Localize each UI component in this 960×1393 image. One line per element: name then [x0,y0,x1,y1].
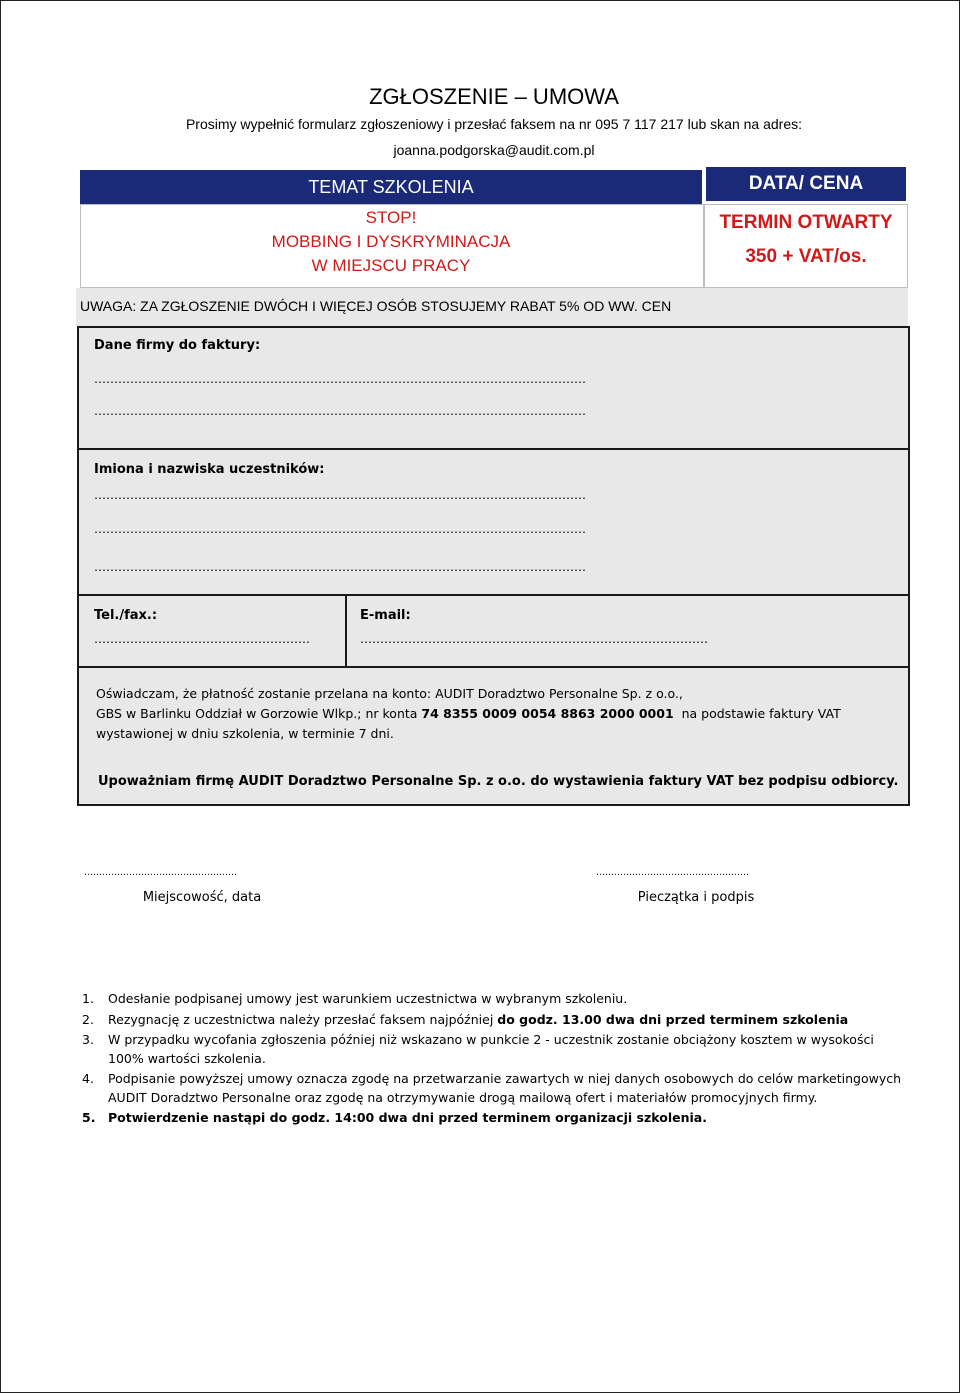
phone-field[interactable]: ……………………………………………… [94,632,310,646]
participants-field-3[interactable]: …………………………………………………………………………………………………………… [94,560,586,574]
term-item-1 [82,990,908,1009]
term-text: Podpisanie powyższej umowy oznacza zgodę na przetwarzanie zawartych w niej danych osobowych do celów marketingowych AUDIT Doradztwo Personalne oraz zgodę na otrzymywanie drogą mailową ofert i materiałów promocyjnych firmy. [108,1071,902,1105]
company-label: Dane firmy do faktury: [94,338,261,353]
email-field[interactable]: …………………………………………………………………………… [360,632,708,646]
divider [345,596,347,666]
payment-declaration [96,684,896,744]
place-date-label: Miejscowość, data [142,890,262,905]
course-term: TERMIN OTWARTY [719,212,893,233]
email-label: E-mail: [360,608,411,623]
course-title [80,206,702,278]
course-line-2: MOBBING I DYSKRYMINACJA [271,232,511,251]
course-line-1: STOP! [365,208,417,227]
stamp-sign-field[interactable]: …………………………………………… [596,868,749,878]
discount-notice: UWAGA: ZA ZGŁOSZENIE DWÓCH I WIĘCEJ OSÓB STOSUJEMY RABAT 5% OD WW. CEN [80,298,672,314]
participants-field-1[interactable]: …………………………………………………………………………………………………………… [94,488,586,502]
account-number: 74 8355 0009 0054 8863 2000 0001 [421,706,674,721]
term-item-2 [82,1011,908,1030]
participants-field-2[interactable]: …………………………………………………………………………………………………………… [94,522,586,536]
course-price: 350 + VAT/os. [745,246,867,267]
term-text: W przypadku wycofania zgłoszenia później niż wskazano w punkcie 2 - uczestnik zostanie obciążony kosztem w wysokości 100% wartości szkolenia. [108,1032,874,1066]
term-item-3 [82,1031,908,1068]
term-number: 3. [82,1032,94,1047]
term-item-4 [82,1070,908,1107]
contact-section [79,596,908,666]
term-number: 2. [82,1011,94,1027]
participants-label: Imiona i nazwiska uczestników: [94,462,325,477]
declaration-bank: GBS w Barlinku Oddział w Gorzowie Wlkp.; nr konta [96,706,422,721]
stamp-sign-label: Pieczątka i podpis [637,890,755,905]
term-item-5 [82,1109,908,1128]
declaration-line-2 [96,704,896,724]
declaration-invoice: na podstawie faktury VAT [673,706,841,721]
course-topic-header: TEMAT SZKOLENIA [80,170,702,204]
term-number: 5. [82,1110,96,1125]
contact-email: joanna.podgorska@audit.com.pl [393,142,595,158]
terms-list [82,990,908,1130]
term-text: Potwierdzenie nastąpi do godz. 14:00 dwa dni przed terminem organizacji szkolenia. [108,1110,707,1125]
declaration-line-3: wystawionej w dniu szkolenia, w terminie 7 dni. [96,726,394,741]
page-title: ZGŁOSZENIE – UMOWA [369,84,619,109]
term-number: 4. [82,1071,94,1086]
place-date-field[interactable]: …………………………………………… [84,868,237,878]
course-line-3: W MIEJSCU PRACY [311,256,471,275]
phone-label: Tel./fax.: [94,608,158,623]
company-field-2[interactable]: …………………………………………………………………………………………………………… [94,404,586,418]
date-price-header: DATA/ CENA [706,167,906,201]
term-number: 1. [82,991,94,1006]
invoice-authorization: Upoważniam firmę AUDIT Doradztwo Personalne Sp. z o.o. do wystawienia faktury VAT bez podpisu odbiorcy. [98,774,899,789]
declaration-line-1: Oświadczam, że płatność zostanie przelana na konto: AUDIT Doradztwo Personalne Sp. z o.o., [96,686,683,701]
term-deadline: do godz. 13.00 dwa dni przed terminem szkolenia [497,1011,849,1027]
term-text: Odesłanie podpisanej umowy jest warunkiem uczestnictwa w wybranym szkoleniu. [108,991,628,1006]
term-text: Rezygnację z uczestnictwa należy przesłać faksem najpóźniej [108,1011,498,1027]
company-field-1[interactable]: …………………………………………………………………………………………………………… [94,372,586,386]
instructions: Prosimy wypełnić formularz zgłoszeniowy i przesłać faksem na nr 095 7 117 217 lub skan na adres: [185,116,803,132]
